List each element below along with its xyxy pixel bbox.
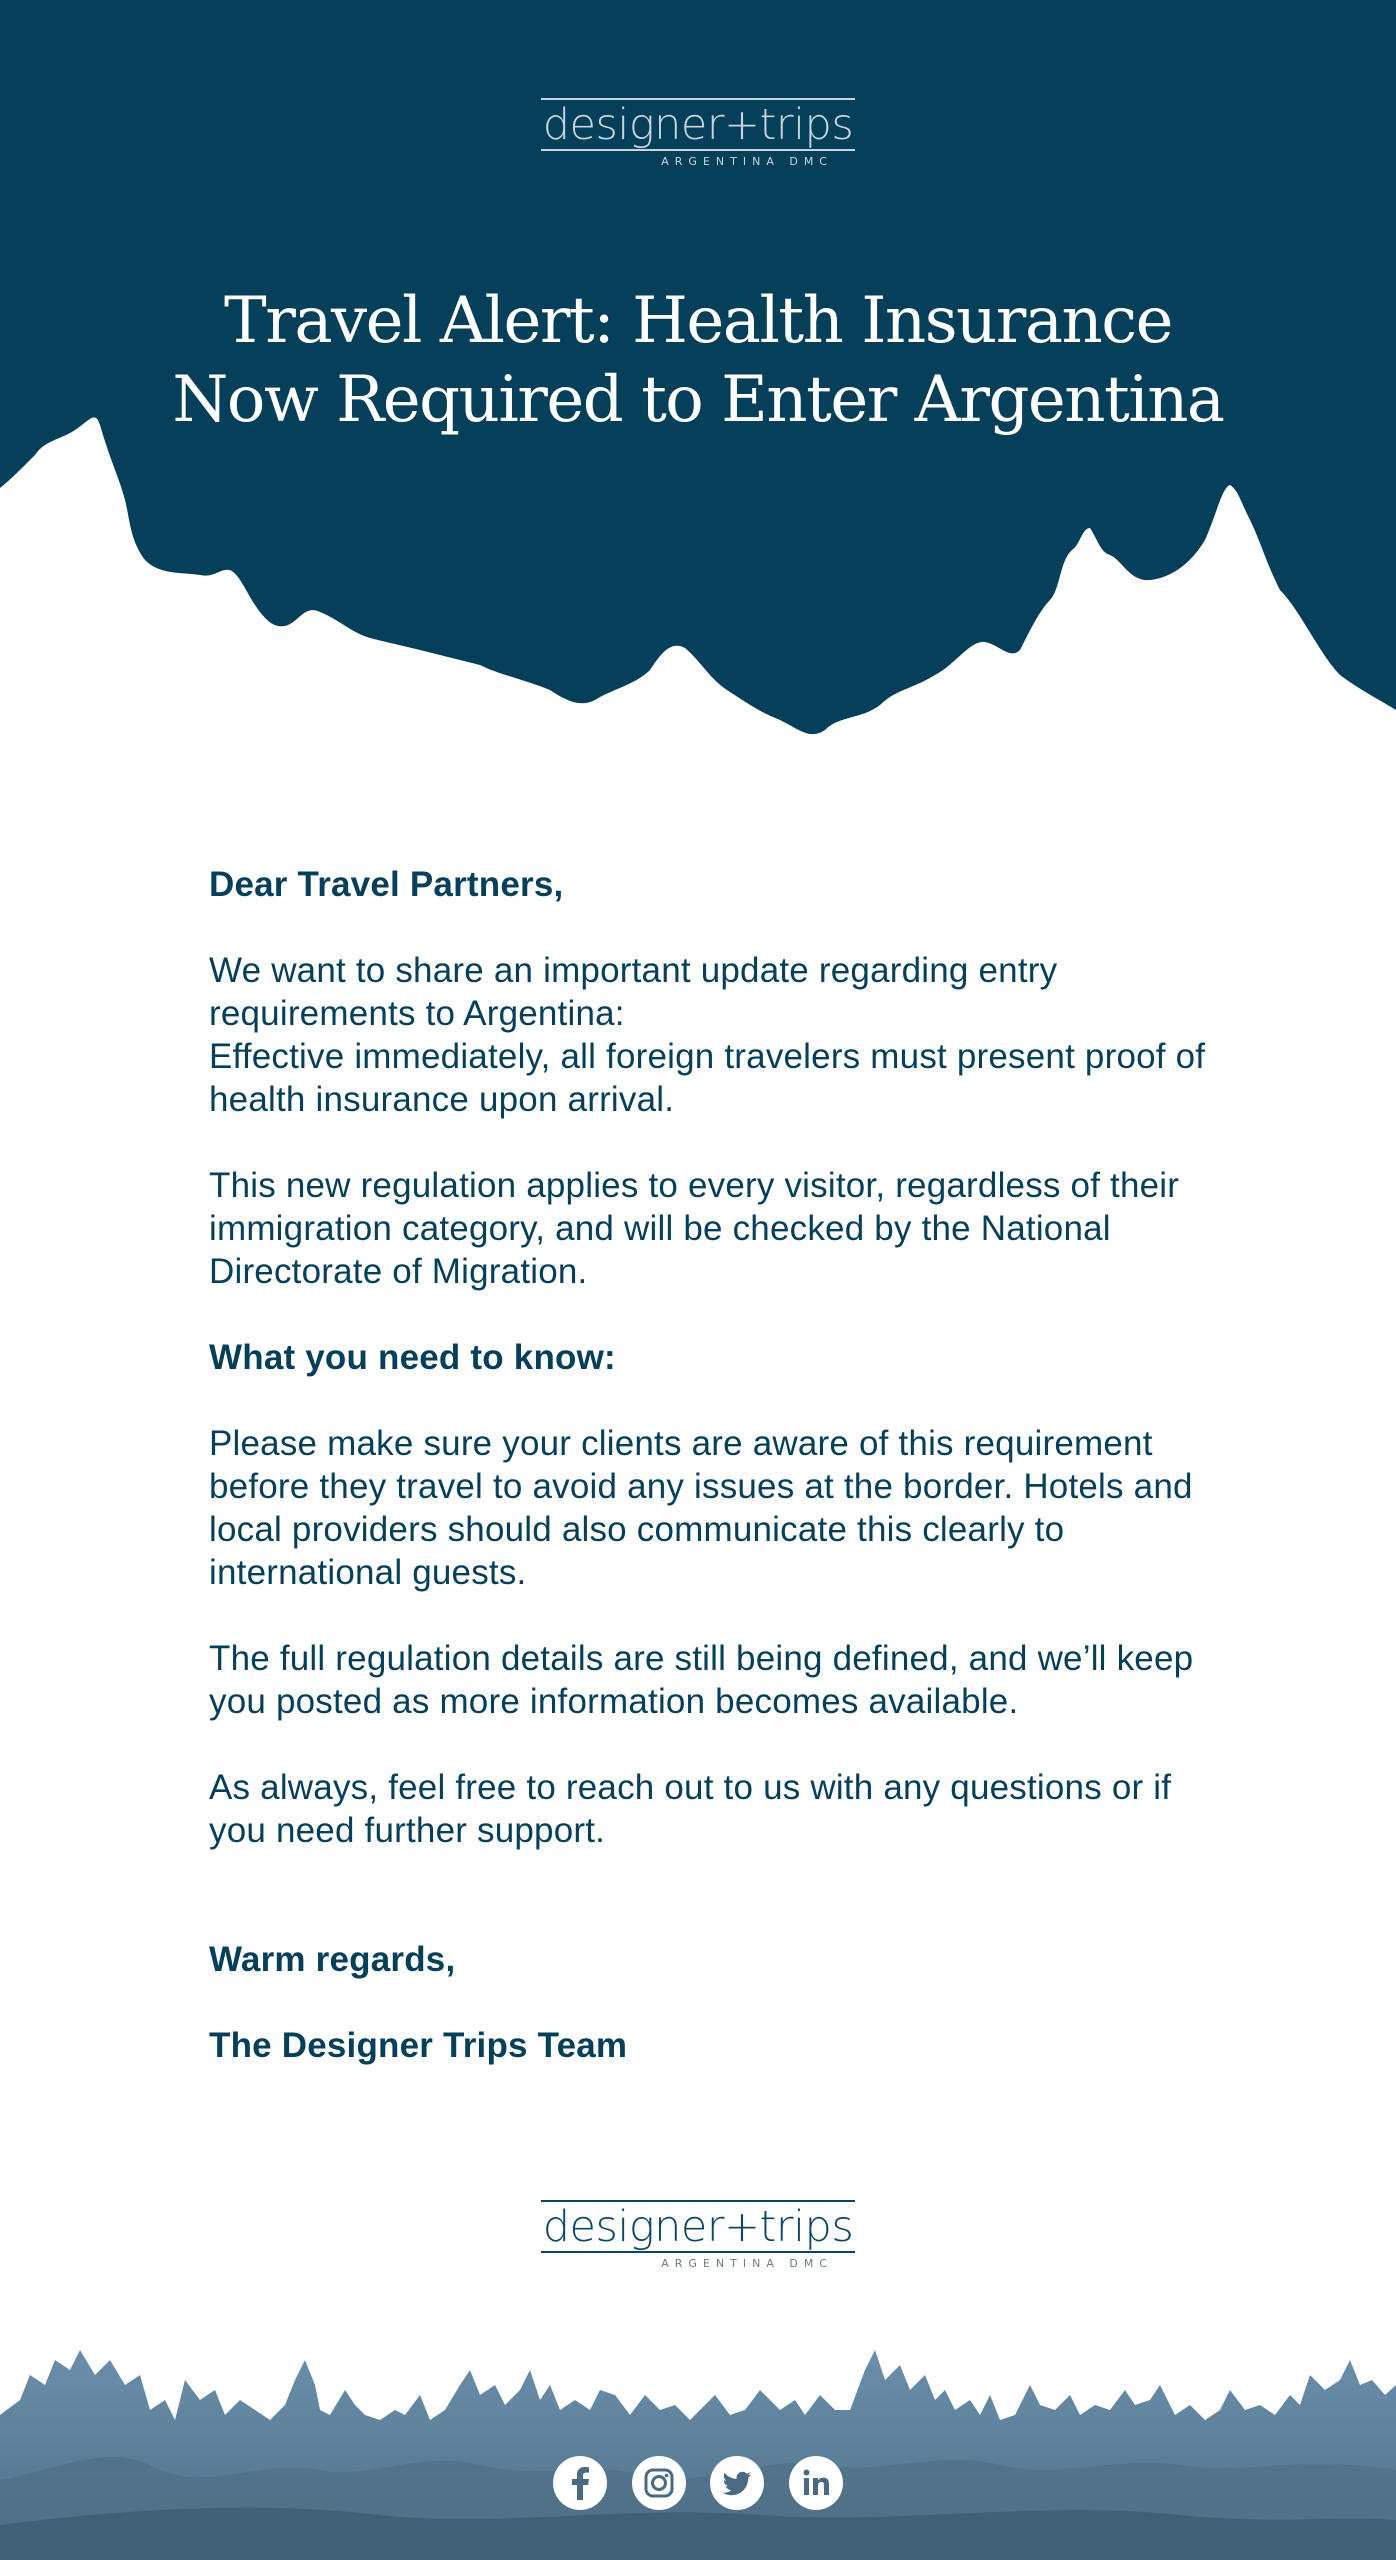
greeting: Dear Travel Partners, [209,865,564,904]
paragraph-regulation: This new regulation applies to every visitor, regardless of their immigration category, and will be checked by the National Directorate of Migration. [209,1166,1180,1291]
instagram-icon[interactable] [632,2456,686,2510]
title-line-1: Travel Alert: Health Insurance [224,284,1172,358]
footer-logo-tagline: ARGENTINA DMC [661,2257,833,2270]
facebook-icon[interactable] [553,2456,607,2510]
paragraph-details: The full regulation details are still being defined, and we’ll keep you posted as more information becomes available. [209,1639,1194,1721]
footer-logo-wordmark: designer+trips [542,2202,854,2252]
linkedin-icon[interactable] [789,2456,843,2510]
signature [209,1895,1209,2067]
section-heading: What you need to know: [209,1338,616,1377]
page-title [0,282,1396,440]
twitter-icon[interactable] [710,2456,764,2510]
email-body [209,863,1209,2067]
logo-wordmark: designer+trips [542,100,854,150]
title-line-2: Now Required to Enter Argentina [172,363,1224,437]
footer-logo[interactable] [0,2200,1396,2270]
paragraph-update: We want to share an important update regarding entry requirements to Argentina: Effective immediately, all foreign travelers must present proof of health insurance upon arrival. [209,951,1206,1119]
signoff-line: Warm regards, [209,1940,456,1979]
signoff-team: The Designer Trips Team [209,2026,628,2065]
header-logo[interactable] [0,98,1396,168]
paragraph-support: As always, feel free to reach out to us with any questions or if you need further support. [209,1768,1172,1850]
social-links [0,2456,1396,2510]
logo-tagline: ARGENTINA DMC [661,155,833,168]
paragraph-clients: Please make sure your clients are aware of this requirement before they travel to avoid any issues at the border. Hotels and local providers should also communicate this clearly to international guests. [209,1424,1193,1592]
